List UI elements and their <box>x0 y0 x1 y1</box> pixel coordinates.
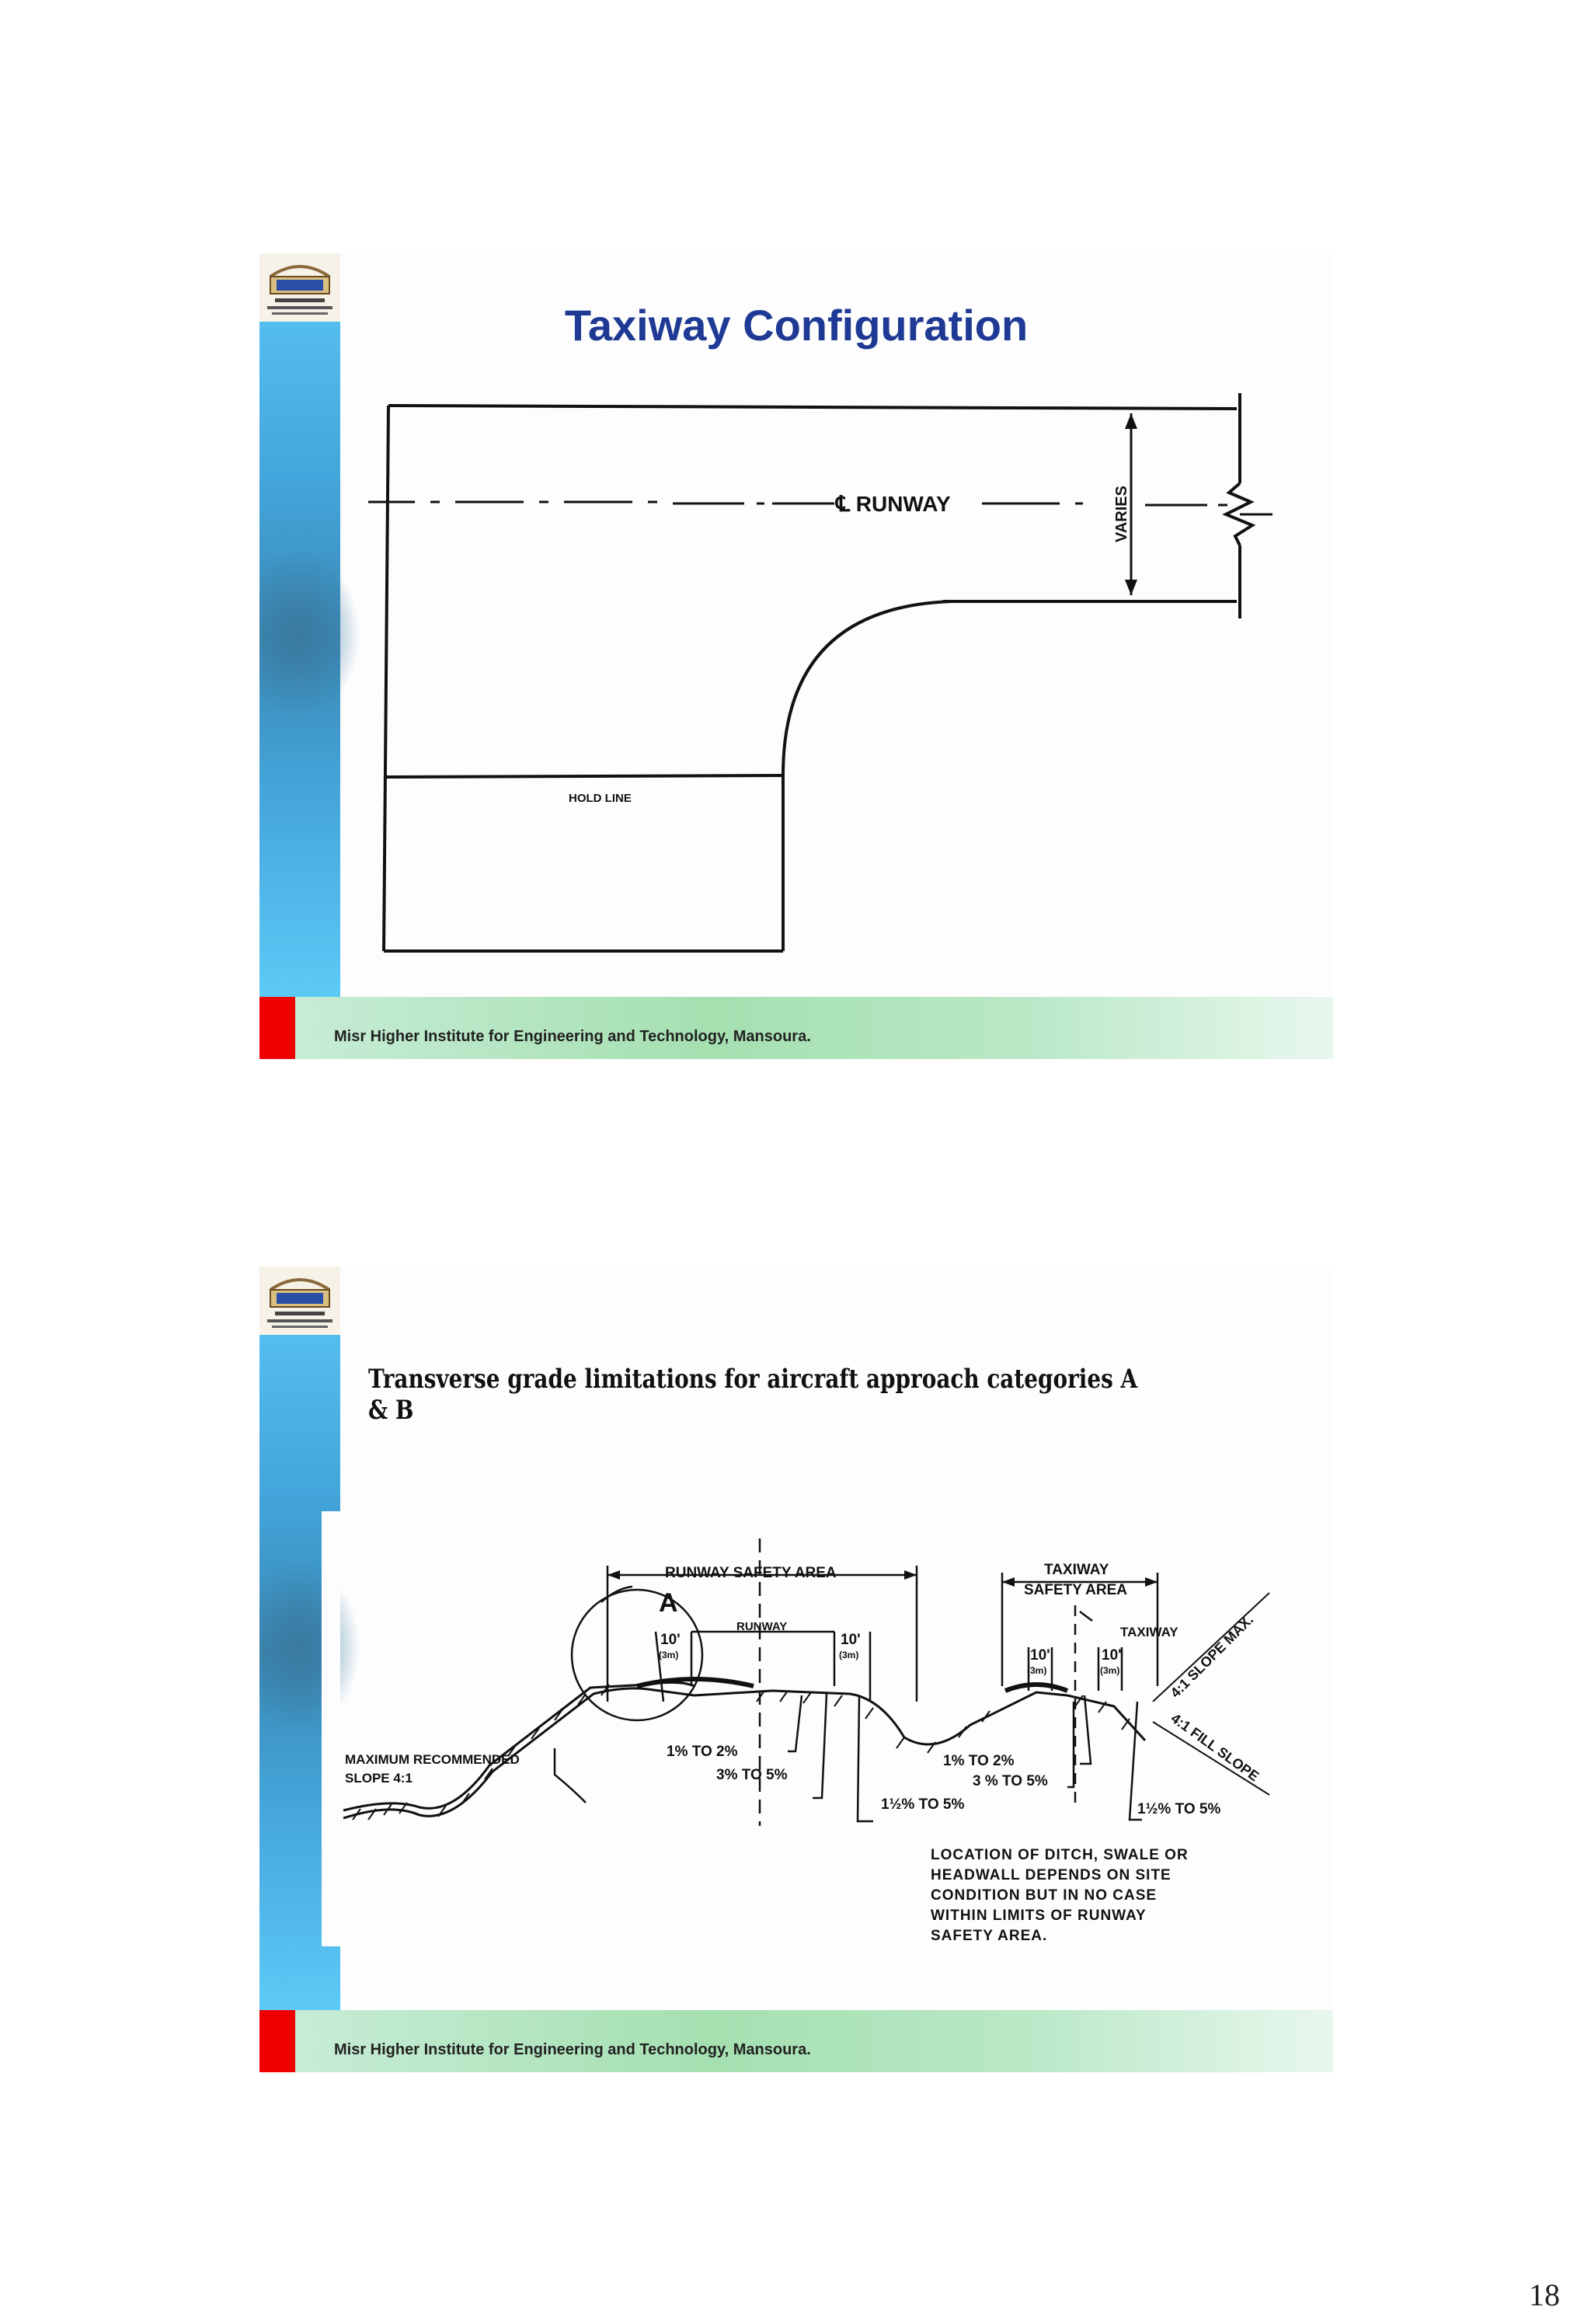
footer-red-block <box>259 997 295 1059</box>
svg-text:3 % TO 5%: 3 % TO 5% <box>973 1773 1048 1789</box>
runway-safety-area-label: RUNWAY SAFETY AREA <box>665 1565 837 1581</box>
slide-taxiway-configuration <box>259 253 1333 1059</box>
svg-text:(3m): (3m) <box>659 1650 679 1660</box>
svg-text:SLOPE 4:1: SLOPE 4:1 <box>345 1771 413 1786</box>
svg-text:(3m): (3m) <box>1100 1665 1120 1676</box>
page-number: 18 <box>1529 2277 1560 2312</box>
taxiway-safety-area-label: TAXIWAY <box>1044 1562 1109 1578</box>
slope-max-label: 4:1 SLOPE MAX. <box>1167 1611 1257 1701</box>
runway-label: RUNWAY <box>736 1620 788 1633</box>
svg-text:3% TO 5%: 3% TO 5% <box>716 1767 788 1783</box>
taxiway-label: TAXIWAY <box>1120 1625 1178 1639</box>
svg-text:SAFETY AREA: SAFETY AREA <box>1024 1582 1128 1598</box>
svg-text:(3m): (3m) <box>839 1650 859 1660</box>
fill-slope-label: 4:1 FILL SLOPE <box>1168 1710 1262 1785</box>
hold-line-label: HOLD LINE <box>569 792 632 805</box>
runway-centerline-label: ℄ RUNWAY <box>836 492 951 516</box>
detail-a-label: A <box>659 1588 678 1618</box>
svg-text:10': 10' <box>1102 1647 1122 1664</box>
svg-text:1% TO 2%: 1% TO 2% <box>943 1753 1015 1769</box>
slide-transverse-grade <box>259 1267 1333 2072</box>
footer-institution: Misr Higher Institute for Engineering and Technology, Mansoura. <box>334 2041 811 2058</box>
footer-institution: Misr Higher Institute for Engineering and Technology, Mansoura. <box>334 1028 811 1045</box>
svg-text:1½% TO 5%: 1½% TO 5% <box>1137 1801 1221 1817</box>
ditch-location-note: LOCATION OF DITCH, SWALE OR HEADWALL DEPENDS ON SITE CONDITION BUT IN NO CASE WITHIN LIMITS OF RUNWAY SAFETY AREA. <box>931 1847 1189 1944</box>
slide-title: Taxiway Configuration <box>564 301 1029 350</box>
varies-label: VARIES <box>1113 486 1130 542</box>
footer-red-block <box>259 2010 295 2072</box>
svg-text:10': 10' <box>660 1632 681 1648</box>
max-recommended-label: MAXIMUM RECOMMENDED <box>345 1752 520 1767</box>
svg-text:10': 10' <box>841 1632 861 1648</box>
svg-text:1½% TO 5%: 1½% TO 5% <box>881 1796 965 1813</box>
svg-text:10': 10' <box>1030 1647 1050 1664</box>
svg-text:(3m): (3m) <box>1027 1665 1047 1676</box>
taxiway-configuration-diagram <box>259 253 1333 997</box>
slide-title: Transverse grade limitations for aircraft approach categories A & B <box>368 1364 1138 1426</box>
svg-text:1% TO 2%: 1% TO 2% <box>667 1744 738 1760</box>
